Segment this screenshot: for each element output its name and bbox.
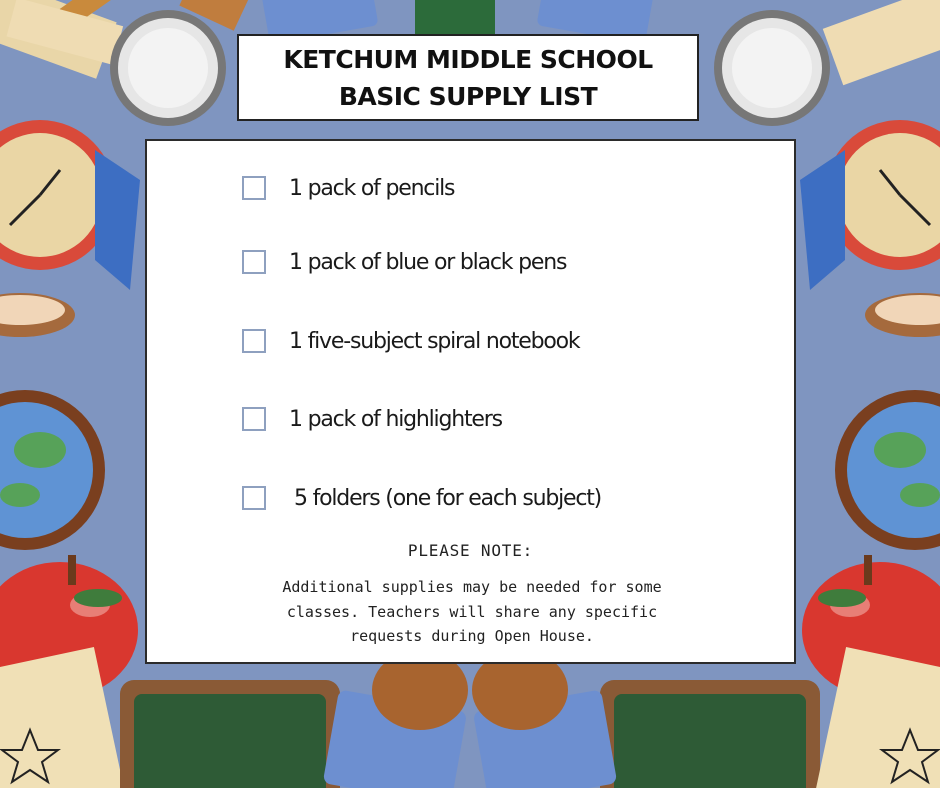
checkbox[interactable]: [242, 176, 266, 200]
checkbox[interactable]: [242, 486, 266, 510]
supply-item[interactable]: [242, 404, 502, 434]
title-banner: [237, 34, 699, 121]
supply-item[interactable]: [242, 247, 566, 277]
supply-item-label: 1 pack of pencils: [289, 175, 455, 201]
supply-item-label: 1 five-subject spiral notebook: [289, 328, 580, 354]
note-body: Additional supplies may be needed for some classes. Teachers will share any specific requests during Open House.: [282, 578, 662, 645]
checkbox[interactable]: [242, 250, 266, 274]
lid-illustration-top-right: [714, 10, 830, 126]
supply-item-label: 1 pack of blue or black pens: [289, 249, 567, 275]
supply-item-label: 5 folders (one for each subject): [294, 485, 602, 511]
page-title: KETCHUM MIDDLE SCHOOL BASIC SUPPLY LIST: [283, 44, 653, 111]
note-heading: PLEASE NOTE:: [407, 541, 534, 560]
checkbox[interactable]: [242, 329, 266, 353]
supply-item[interactable]: [242, 483, 601, 513]
lid-illustration-top-left: [110, 10, 226, 126]
supply-list-card: [145, 139, 796, 664]
checkbox[interactable]: [242, 407, 266, 431]
supply-item[interactable]: [242, 173, 454, 203]
supply-item-label: 1 pack of highlighters: [289, 406, 502, 432]
supply-item[interactable]: [242, 326, 579, 356]
